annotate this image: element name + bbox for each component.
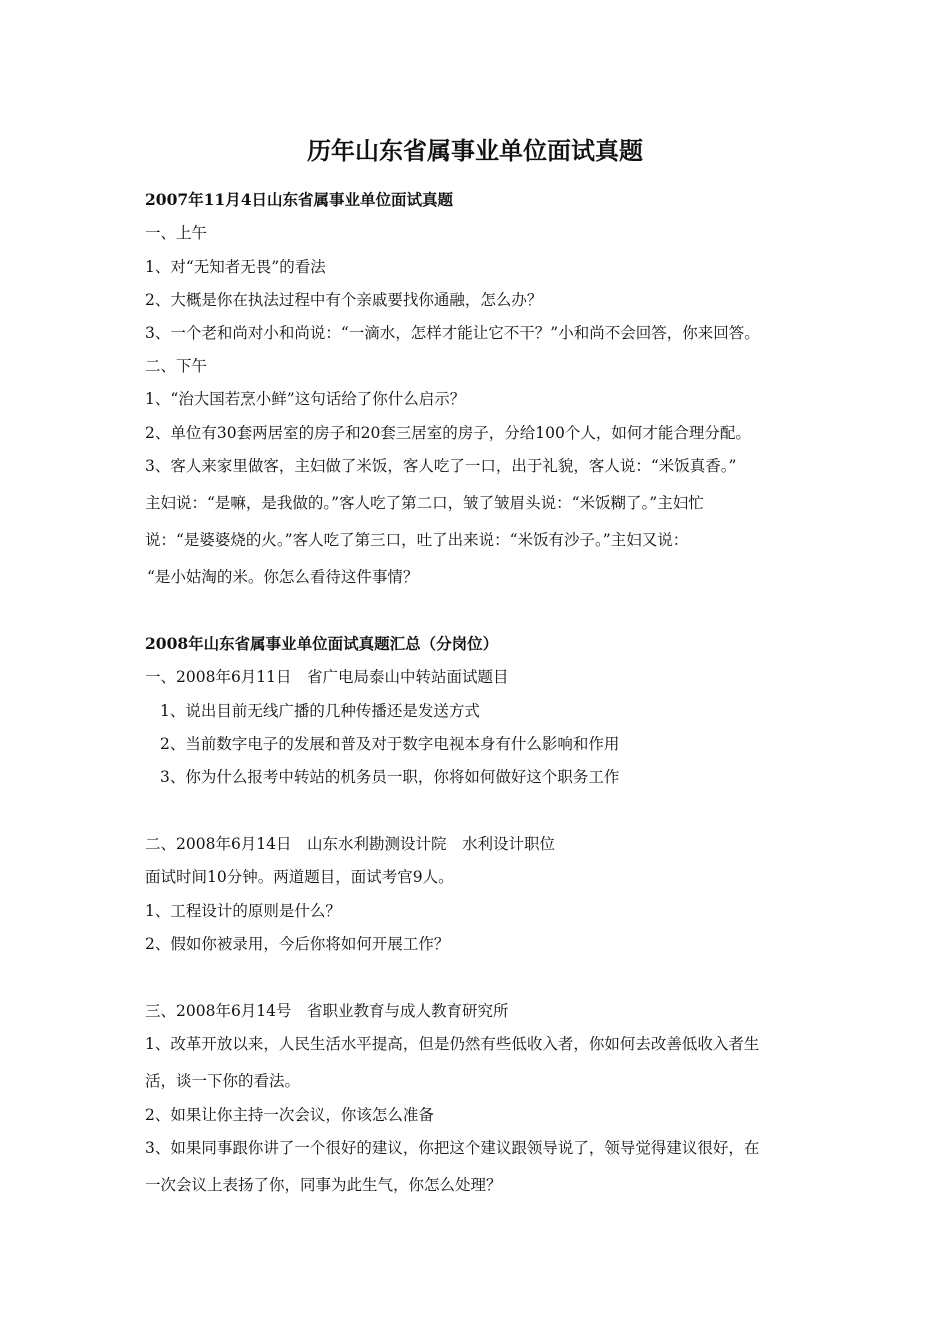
afternoon-question-3-line-2: 主妇说：“是嘛，是我做的。”客人吃了第二口，皱了皱眉头说：“米饭糊了。”主妇忙 [145, 494, 704, 512]
subsection-c-question-1-line-1: 1、改革开放以来，人民生活水平提高，但是仍然有些低收入者，你如何去改善低收入者生 [145, 1035, 760, 1053]
section-2007-heading: 2007年11月4日山东省属事业单位面试真题 [145, 190, 453, 209]
subsection-a-question-1: 1、说出目前无线广播的几种传播还是发送方式 [160, 702, 480, 720]
afternoon-question-1: 1、“治大国若烹小鲜”这句话给了你什么启示？ [145, 390, 466, 408]
morning-label: 一、上午 [145, 224, 208, 242]
subsection-c-question-1-line-2: 活，谈一下你的看法。 [145, 1072, 301, 1090]
subsection-b-heading: 二、2008年6月14日 山东水利勘测设计院 水利设计职位 [145, 835, 556, 853]
subsection-a-question-3: 3、你为什么报考中转站的机务员一职，你将如何做好这个职务工作 [160, 768, 620, 786]
section-2008-heading: 2008年山东省属事业单位面试真题汇总（分岗位） [145, 634, 499, 653]
afternoon-label: 二、下午 [145, 357, 208, 375]
afternoon-question-2: 2、单位有30套两居室的房子和20套三居室的房子，分给100个人，如何才能合理分配。 [145, 424, 751, 442]
subsection-b-question-2: 2、假如你被录用，今后你将如何开展工作？ [145, 935, 450, 953]
morning-question-2: 2、大概是你在执法过程中有个亲戚要找你通融，怎么办？ [145, 291, 543, 309]
subsection-c-question-3-line-1: 3、如果同事跟你讲了一个很好的建议，你把这个建议跟领导说了，领导觉得建议很好，在 [145, 1139, 760, 1157]
subsection-c-question-3-line-2: 一次会议上表扬了你，同事为此生气，你怎么处理？ [145, 1176, 502, 1194]
subsection-c-question-2: 2、如果让你主持一次会议，你该怎么准备 [145, 1106, 434, 1124]
morning-question-3: 3、一个老和尚对小和尚说：“一滴水，怎样才能让它不干？”小和尚不会回答，你来回答。 [145, 324, 760, 342]
document-title: 历年山东省属事业单位面试真题 [307, 136, 643, 165]
morning-question-1: 1、对“无知者无畏”的看法 [145, 258, 326, 276]
subsection-a-question-2: 2、当前数字电子的发展和普及对于数字电视本身有什么影响和作用 [160, 735, 620, 753]
subsection-a-heading: 一、2008年6月11日 省广电局泰山中转站面试题目 [145, 668, 509, 686]
afternoon-question-3-line-4: “是小姑淘的米。你怎么看待这件事情？ [147, 568, 419, 586]
subsection-c-heading: 三、2008年6月14号 省职业教育与成人教育研究所 [145, 1002, 509, 1020]
subsection-b-note: 面试时间10分钟。两道题目，面试考官9人。 [145, 868, 454, 886]
afternoon-question-3-line-1: 3、客人来家里做客，主妇做了米饭，客人吃了一口，出于礼貌，客人说：“米饭真香。” [145, 457, 737, 475]
subsection-b-question-1: 1、工程设计的原则是什么？ [145, 902, 341, 920]
afternoon-question-3-line-3: 说：“是婆婆烧的火。”客人吃了第三口，吐了出来说：“米饭有沙子。”主妇又说： [145, 531, 689, 549]
